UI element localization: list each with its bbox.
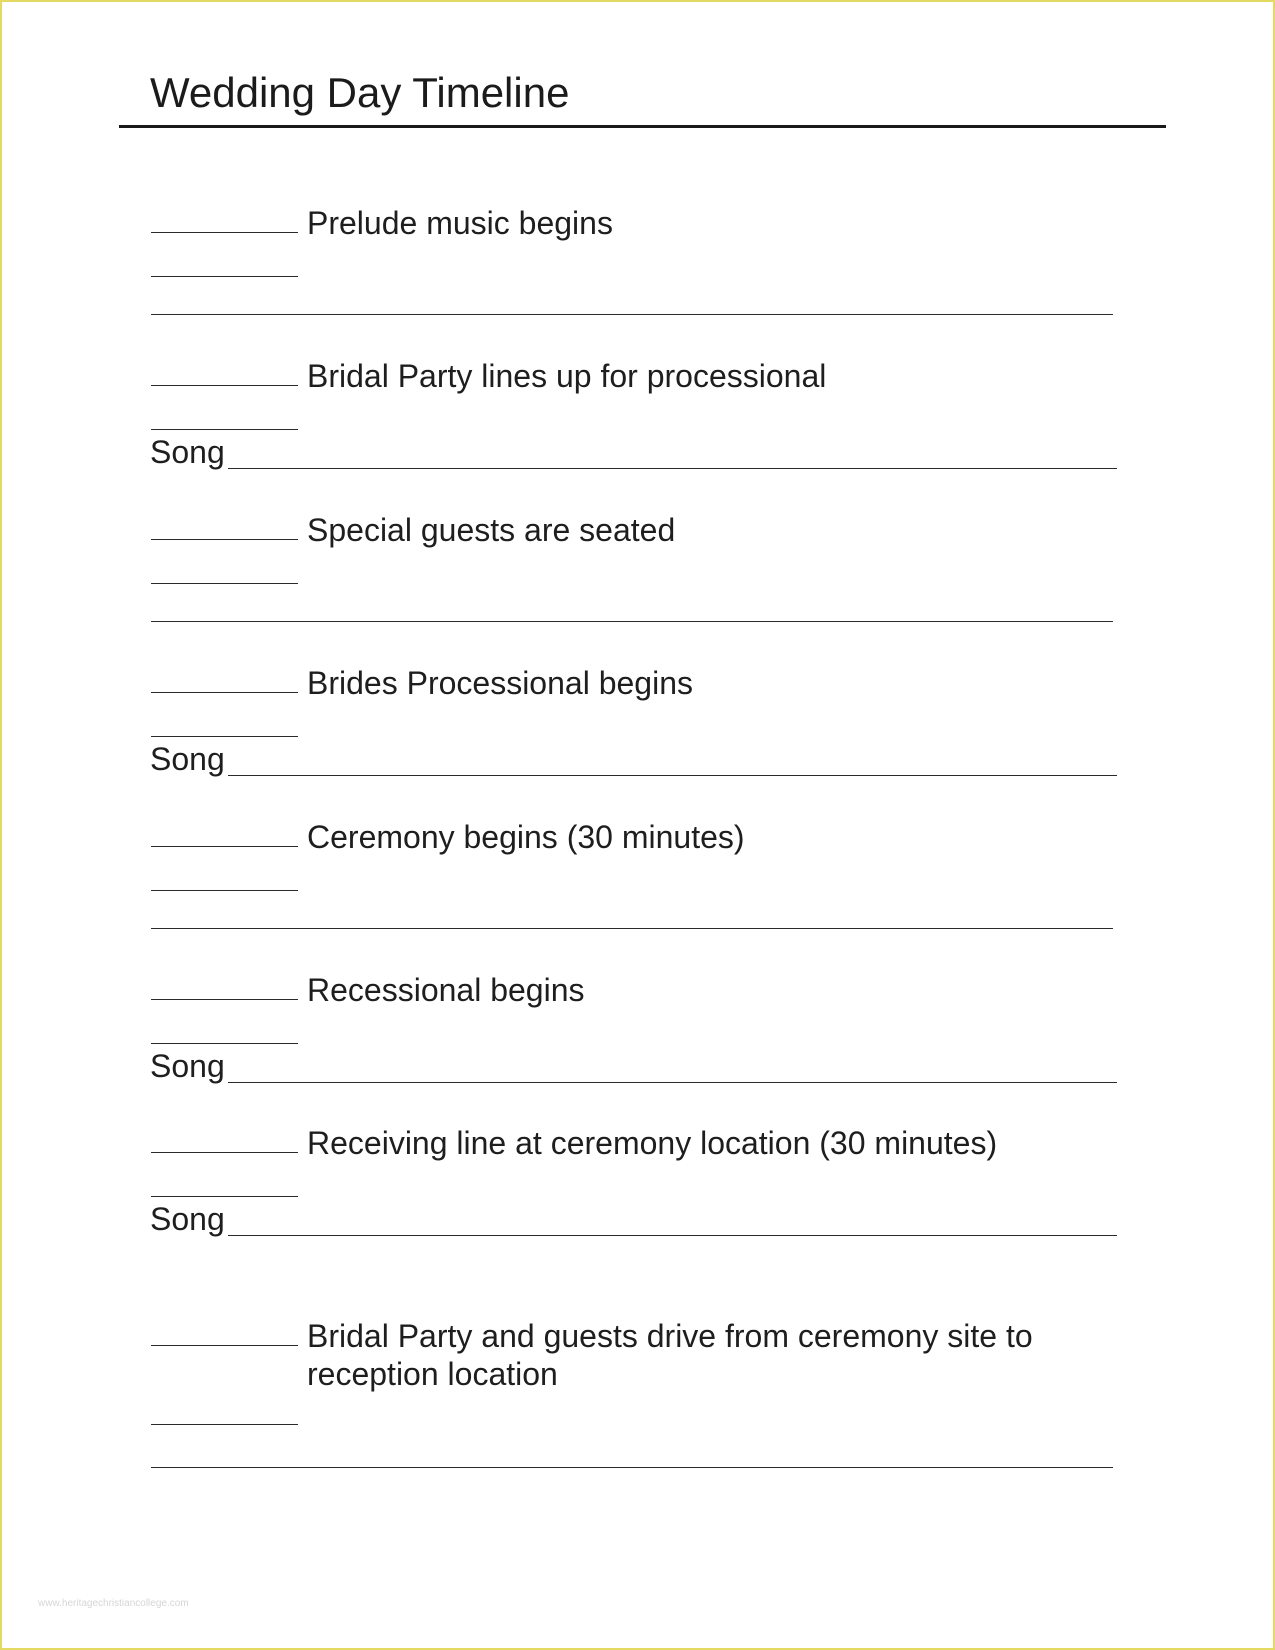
timeline-entry [0, 664, 1275, 824]
event-label: Special guests are seated [307, 512, 676, 548]
song-line[interactable] [228, 775, 1117, 776]
event-label: Prelude music begins [307, 205, 613, 241]
time-blank[interactable] [151, 276, 298, 277]
timeline-entry [0, 1124, 1275, 1284]
song-label: Song [150, 741, 225, 777]
timeline-entry [0, 357, 1275, 517]
time-blank[interactable] [151, 692, 298, 693]
song-line[interactable] [228, 1082, 1117, 1083]
time-blank[interactable] [151, 1152, 298, 1153]
time-blank[interactable] [151, 1196, 298, 1197]
event-label: Bridal Party and guests drive from ceremony site to reception location [307, 1318, 1033, 1392]
time-blank[interactable] [151, 1043, 298, 1044]
time-blank[interactable] [151, 1424, 298, 1425]
song-label: Song [150, 434, 225, 470]
time-blank[interactable] [151, 999, 298, 1000]
timeline-entry [0, 511, 1275, 671]
note-line[interactable] [151, 621, 1113, 622]
event-label: Brides Processional begins [307, 665, 693, 701]
timeline-entry [0, 1317, 1275, 1477]
time-blank[interactable] [151, 539, 298, 540]
timeline-entry [0, 818, 1275, 978]
time-blank[interactable] [151, 429, 298, 430]
timeline-entry [0, 204, 1275, 364]
note-line[interactable] [151, 1467, 1113, 1468]
title-rule [119, 125, 1166, 128]
time-blank[interactable] [151, 385, 298, 386]
event-label: Bridal Party lines up for processional [307, 358, 827, 394]
page-title: Wedding Day Timeline [150, 69, 570, 116]
timeline-entry [0, 971, 1275, 1131]
event-label: Recessional begins [307, 972, 585, 1008]
song-label: Song [150, 1048, 225, 1084]
note-line[interactable] [151, 928, 1113, 929]
time-blank[interactable] [151, 1345, 298, 1346]
song-label: Song [150, 1201, 225, 1237]
song-line[interactable] [228, 1235, 1117, 1236]
time-blank[interactable] [151, 232, 298, 233]
time-blank[interactable] [151, 890, 298, 891]
event-label: Receiving line at ceremony location (30 minutes) [307, 1125, 998, 1161]
song-line[interactable] [228, 468, 1117, 469]
note-line[interactable] [151, 314, 1113, 315]
watermark: www.heritagechristiancollege.com [38, 1598, 189, 1609]
time-blank[interactable] [151, 736, 298, 737]
time-blank[interactable] [151, 846, 298, 847]
event-label: Ceremony begins (30 minutes) [307, 819, 745, 855]
time-blank[interactable] [151, 583, 298, 584]
